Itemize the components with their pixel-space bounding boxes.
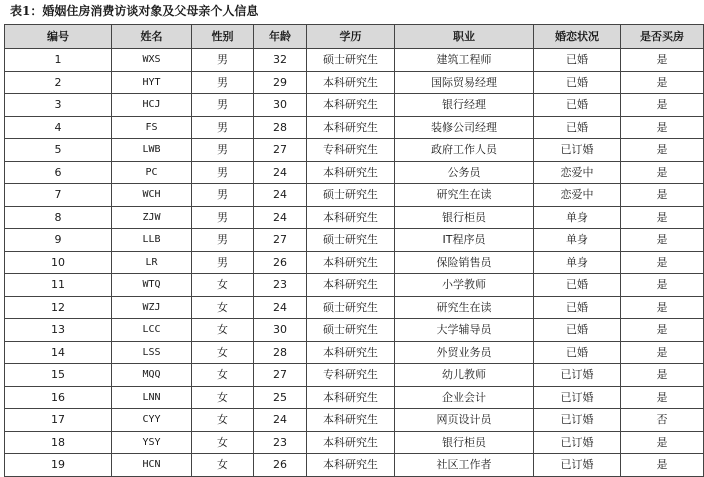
cell-education: 本科研究生	[307, 116, 395, 139]
cell-gender: 男	[192, 161, 254, 184]
cell-occupation: 企业会计	[395, 386, 534, 409]
table-row	[5, 319, 704, 342]
cell-name: CYY	[112, 409, 192, 432]
cell-occupation: 国际贸易经理	[395, 71, 534, 94]
cell-name: LR	[112, 251, 192, 274]
cell-id: 9	[5, 229, 112, 252]
cell-house-purchase: 是	[621, 319, 704, 342]
cell-marital-status: 已婚	[534, 49, 621, 72]
cell-id: 14	[5, 341, 112, 364]
cell-name: WXS	[112, 49, 192, 72]
header-marital-status: 婚恋状况	[534, 25, 621, 49]
cell-occupation: 银行柜员	[395, 206, 534, 229]
cell-occupation: 建筑工程师	[395, 49, 534, 72]
cell-education: 本科研究生	[307, 206, 395, 229]
cell-house-purchase: 是	[621, 71, 704, 94]
header-gender: 性别	[192, 25, 254, 49]
cell-education: 本科研究生	[307, 454, 395, 477]
table-row	[5, 206, 704, 229]
header-age: 年龄	[254, 25, 307, 49]
cell-occupation: IT程序员	[395, 229, 534, 252]
cell-marital-status: 已订婚	[534, 409, 621, 432]
cell-age: 23	[254, 431, 307, 454]
cell-age: 29	[254, 71, 307, 94]
cell-id: 8	[5, 206, 112, 229]
cell-id: 1	[5, 49, 112, 72]
table-row	[5, 386, 704, 409]
cell-age: 23	[254, 274, 307, 297]
cell-age: 27	[254, 229, 307, 252]
cell-id: 15	[5, 364, 112, 387]
cell-house-purchase: 是	[621, 184, 704, 207]
cell-id: 7	[5, 184, 112, 207]
cell-education: 硕士研究生	[307, 319, 395, 342]
table-row	[5, 116, 704, 139]
cell-gender: 女	[192, 296, 254, 319]
cell-occupation: 研究生在读	[395, 296, 534, 319]
cell-education: 本科研究生	[307, 161, 395, 184]
cell-name: WCH	[112, 184, 192, 207]
cell-education: 本科研究生	[307, 71, 395, 94]
cell-id: 2	[5, 71, 112, 94]
cell-age: 30	[254, 94, 307, 117]
cell-occupation: 保险销售员	[395, 251, 534, 274]
table-row	[5, 364, 704, 387]
cell-gender: 男	[192, 116, 254, 139]
cell-marital-status: 已订婚	[534, 386, 621, 409]
table-row	[5, 49, 704, 72]
cell-age: 26	[254, 454, 307, 477]
cell-education: 硕士研究生	[307, 296, 395, 319]
cell-name: HCJ	[112, 94, 192, 117]
cell-gender: 女	[192, 274, 254, 297]
header-house-purchase: 是否买房	[621, 25, 704, 49]
cell-name: YSY	[112, 431, 192, 454]
cell-occupation: 银行经理	[395, 94, 534, 117]
cell-education: 本科研究生	[307, 431, 395, 454]
cell-gender: 女	[192, 319, 254, 342]
cell-marital-status: 已婚	[534, 341, 621, 364]
cell-occupation: 网页设计员	[395, 409, 534, 432]
cell-house-purchase: 是	[621, 274, 704, 297]
table-row	[5, 94, 704, 117]
cell-gender: 男	[192, 49, 254, 72]
cell-name: LSS	[112, 341, 192, 364]
table-row	[5, 409, 704, 432]
cell-education: 硕士研究生	[307, 49, 395, 72]
cell-marital-status: 单身	[534, 251, 621, 274]
cell-name: WZJ	[112, 296, 192, 319]
cell-education: 本科研究生	[307, 94, 395, 117]
cell-marital-status: 已婚	[534, 71, 621, 94]
cell-gender: 男	[192, 94, 254, 117]
cell-gender: 女	[192, 341, 254, 364]
cell-marital-status: 恋爱中	[534, 184, 621, 207]
cell-id: 5	[5, 139, 112, 162]
table-row	[5, 296, 704, 319]
cell-marital-status: 单身	[534, 229, 621, 252]
cell-gender: 女	[192, 409, 254, 432]
cell-education: 专科研究生	[307, 139, 395, 162]
cell-name: HYT	[112, 71, 192, 94]
cell-age: 28	[254, 116, 307, 139]
cell-occupation: 研究生在读	[395, 184, 534, 207]
cell-house-purchase: 是	[621, 296, 704, 319]
cell-gender: 男	[192, 229, 254, 252]
cell-house-purchase: 是	[621, 386, 704, 409]
cell-age: 24	[254, 161, 307, 184]
table-row	[5, 71, 704, 94]
cell-house-purchase: 是	[621, 49, 704, 72]
cell-age: 24	[254, 206, 307, 229]
cell-occupation: 社区工作者	[395, 454, 534, 477]
cell-house-purchase: 是	[621, 251, 704, 274]
cell-id: 18	[5, 431, 112, 454]
cell-name: LWB	[112, 139, 192, 162]
participant-info-table	[4, 24, 704, 477]
cell-marital-status: 已婚	[534, 94, 621, 117]
cell-name: LCC	[112, 319, 192, 342]
table-row	[5, 139, 704, 162]
cell-id: 3	[5, 94, 112, 117]
cell-id: 13	[5, 319, 112, 342]
cell-age: 27	[254, 139, 307, 162]
cell-house-purchase: 是	[621, 454, 704, 477]
cell-name: ZJW	[112, 206, 192, 229]
table-row	[5, 454, 704, 477]
cell-education: 硕士研究生	[307, 229, 395, 252]
header-row	[5, 25, 704, 49]
cell-id: 19	[5, 454, 112, 477]
cell-id: 16	[5, 386, 112, 409]
header-occupation: 职业	[395, 25, 534, 49]
cell-education: 本科研究生	[307, 341, 395, 364]
cell-age: 32	[254, 49, 307, 72]
cell-marital-status: 已订婚	[534, 364, 621, 387]
cell-gender: 女	[192, 364, 254, 387]
cell-age: 24	[254, 184, 307, 207]
cell-marital-status: 已婚	[534, 319, 621, 342]
cell-house-purchase: 是	[621, 139, 704, 162]
table-row	[5, 251, 704, 274]
cell-id: 4	[5, 116, 112, 139]
cell-gender: 男	[192, 206, 254, 229]
cell-marital-status: 已婚	[534, 274, 621, 297]
cell-education: 专科研究生	[307, 364, 395, 387]
cell-occupation: 幼儿教师	[395, 364, 534, 387]
cell-age: 26	[254, 251, 307, 274]
cell-occupation: 外贸业务员	[395, 341, 534, 364]
cell-gender: 女	[192, 431, 254, 454]
cell-house-purchase: 是	[621, 116, 704, 139]
cell-age: 28	[254, 341, 307, 364]
cell-marital-status: 已婚	[534, 296, 621, 319]
cell-marital-status: 已订婚	[534, 139, 621, 162]
cell-age: 27	[254, 364, 307, 387]
cell-marital-status: 已婚	[534, 116, 621, 139]
cell-house-purchase: 否	[621, 409, 704, 432]
table-body	[5, 49, 704, 477]
cell-occupation: 小学教师	[395, 274, 534, 297]
cell-name: LLB	[112, 229, 192, 252]
cell-gender: 男	[192, 139, 254, 162]
table-caption: 表1：婚姻住房消费访谈对象及父母亲个人信息	[10, 4, 259, 18]
table-row	[5, 431, 704, 454]
cell-marital-status: 已订婚	[534, 431, 621, 454]
cell-name: MQQ	[112, 364, 192, 387]
cell-house-purchase: 是	[621, 206, 704, 229]
table-row	[5, 184, 704, 207]
cell-education: 硕士研究生	[307, 184, 395, 207]
cell-house-purchase: 是	[621, 229, 704, 252]
cell-house-purchase: 是	[621, 161, 704, 184]
cell-name: PC	[112, 161, 192, 184]
cell-education: 本科研究生	[307, 274, 395, 297]
cell-house-purchase: 是	[621, 364, 704, 387]
cell-education: 本科研究生	[307, 251, 395, 274]
cell-id: 11	[5, 274, 112, 297]
cell-id: 6	[5, 161, 112, 184]
cell-house-purchase: 是	[621, 341, 704, 364]
cell-occupation: 银行柜员	[395, 431, 534, 454]
cell-gender: 女	[192, 454, 254, 477]
cell-marital-status: 已订婚	[534, 454, 621, 477]
cell-marital-status: 单身	[534, 206, 621, 229]
table-row	[5, 229, 704, 252]
table-row	[5, 274, 704, 297]
cell-name: HCN	[112, 454, 192, 477]
cell-age: 25	[254, 386, 307, 409]
cell-occupation: 公务员	[395, 161, 534, 184]
header-name: 姓名	[112, 25, 192, 49]
table-row	[5, 341, 704, 364]
cell-name: WTQ	[112, 274, 192, 297]
cell-occupation: 政府工作人员	[395, 139, 534, 162]
header-id: 编号	[5, 25, 112, 49]
cell-house-purchase: 是	[621, 431, 704, 454]
cell-id: 17	[5, 409, 112, 432]
cell-education: 本科研究生	[307, 409, 395, 432]
cell-house-purchase: 是	[621, 94, 704, 117]
cell-name: FS	[112, 116, 192, 139]
cell-age: 24	[254, 409, 307, 432]
cell-gender: 女	[192, 386, 254, 409]
cell-occupation: 大学辅导员	[395, 319, 534, 342]
cell-gender: 男	[192, 71, 254, 94]
cell-id: 10	[5, 251, 112, 274]
cell-age: 30	[254, 319, 307, 342]
cell-occupation: 装修公司经理	[395, 116, 534, 139]
cell-gender: 男	[192, 184, 254, 207]
header-education: 学历	[307, 25, 395, 49]
cell-gender: 男	[192, 251, 254, 274]
table-row	[5, 161, 704, 184]
cell-marital-status: 恋爱中	[534, 161, 621, 184]
cell-name: LNN	[112, 386, 192, 409]
cell-id: 12	[5, 296, 112, 319]
cell-education: 本科研究生	[307, 386, 395, 409]
cell-age: 24	[254, 296, 307, 319]
